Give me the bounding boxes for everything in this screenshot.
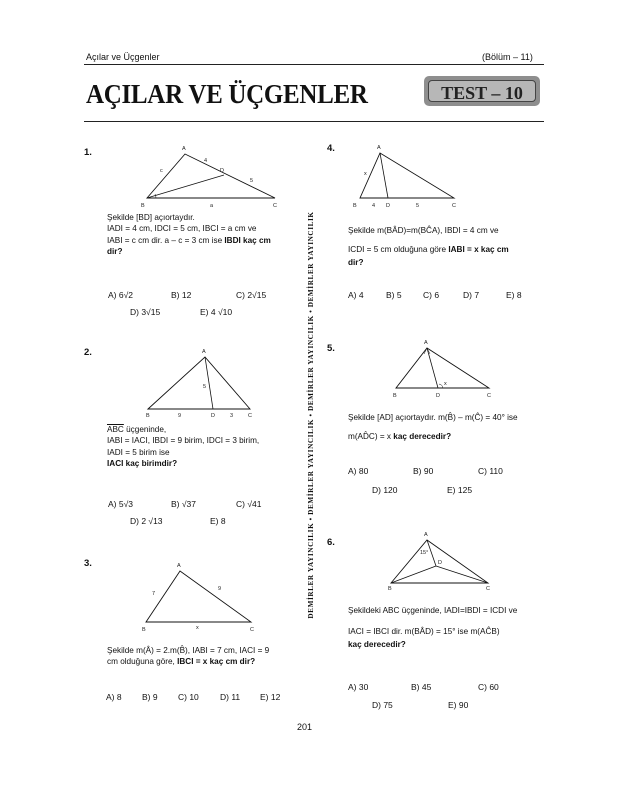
q6-label-angle: 15° xyxy=(420,550,429,556)
q5-text: Şekilde [AD] açıortaydır. m(B̂) – m(Ĉ) = 40° ise m(AD̂C) = x kaç derecedir? xyxy=(348,413,518,441)
q1-option-b[interactable]: B) 12 xyxy=(171,290,192,300)
q5-option-b[interactable]: B) 90 xyxy=(413,466,434,476)
q2-label-3: 3 xyxy=(230,413,234,419)
q5-figure xyxy=(390,340,500,405)
q4-option-c[interactable]: C) 6 xyxy=(423,290,440,300)
q6-segment-cd xyxy=(436,566,488,583)
q2-label-9: 9 xyxy=(178,413,182,419)
q6-figure xyxy=(384,530,496,590)
q1-label-side-a: a xyxy=(210,203,214,209)
page-title: AÇILAR VE ÜÇGENLER xyxy=(86,80,368,110)
q4-option-a[interactable]: A) 4 xyxy=(348,290,364,300)
q5-label-d: D xyxy=(436,393,440,399)
q5-number: 5. xyxy=(327,343,335,354)
q4-label-c: C xyxy=(452,203,456,209)
q3-option-b[interactable]: B) 9 xyxy=(142,692,158,702)
q2-text: $\overline{ABC}$ üçgeninde, IABI = IACI, IBDI = 9 birim, IDCI = 3 birim, IADI = 5 birim ise IACI kaç birimdir? xyxy=(107,425,260,468)
q2-option-d[interactable]: D) 2 √13 xyxy=(130,516,163,526)
q4-figure xyxy=(350,143,465,213)
test-badge-label: TEST – 10 xyxy=(441,83,523,103)
q3-text: Şekilde m(Â) = 2.m(B̂), IABI = 7 cm, IACI = 9 cm olduğuna göre, IBCI = x kaç cm dir? xyxy=(107,646,270,667)
q2-triangle xyxy=(148,357,250,409)
q3-number: 3. xyxy=(84,558,92,569)
q6-label-d: D xyxy=(438,560,442,566)
q3-option-d[interactable]: D) 11 xyxy=(220,692,241,702)
q1-bisector xyxy=(147,175,224,198)
q6-option-e[interactable]: E) 90 xyxy=(448,700,469,710)
q1-option-a[interactable]: A) 6√2 xyxy=(108,290,133,300)
q4-triangle xyxy=(360,153,454,198)
q1-text: Şekilde [BD] açıortaydır. IADI = 4 cm, IDCI = 5 cm, IBCI = a cm ve IABI = c cm dir. a – c = 3 cm ise IBDI kaç cm dir? xyxy=(107,213,271,256)
q4-option-d[interactable]: D) 7 xyxy=(463,290,480,300)
q2-number: 2. xyxy=(84,347,92,358)
q3-option-a[interactable]: A) 8 xyxy=(106,692,122,702)
q3-figure xyxy=(138,560,263,640)
q6-label-a: A xyxy=(424,532,428,538)
q5-option-c[interactable]: C) 110 xyxy=(478,466,503,476)
q6-segment-ad xyxy=(427,540,436,566)
q2-option-b[interactable]: B) √37 xyxy=(171,499,196,509)
q2-label-c: C xyxy=(248,413,252,419)
q4-segment-ad xyxy=(380,153,388,198)
q2-option-c[interactable]: C) √41 xyxy=(236,499,262,509)
publisher-sidebar-text: DEMİRLER YAYINCILIK • DEMİRLER YAYINCILIK • DEMİRLER YAYINCILIK • DEMİRLER YAYINCILIK xyxy=(307,211,315,619)
q1-label-4: 4 xyxy=(204,158,208,164)
q5-label-b: B xyxy=(393,393,397,399)
q2-figure xyxy=(140,345,260,420)
q5-option-d[interactable]: D) 120 xyxy=(372,485,398,495)
q2-option-e[interactable]: E) 8 xyxy=(210,516,226,526)
q6-text: Şekildeki ABC üçgeninde, IADI=IBDI = ICDI ve IACI = IBCI dir. m(BÂD) = 15° ise m(AĈB) kaç derecedir? xyxy=(348,606,518,649)
q4-label-d: D xyxy=(386,203,390,209)
q1-option-d[interactable]: D) 3√15 xyxy=(130,307,161,317)
test-badge xyxy=(424,76,540,106)
q5-label-a: A xyxy=(424,340,428,346)
q6-option-d[interactable]: D) 75 xyxy=(372,700,393,710)
q2-label-5: 5 xyxy=(203,384,207,390)
q2-label-b: B xyxy=(146,413,150,419)
q2-label-a: A xyxy=(202,349,206,355)
q1-label-c: C xyxy=(273,203,277,209)
q4-label-5: 5 xyxy=(416,203,420,209)
q1-figure xyxy=(140,140,280,210)
page-number: 201 xyxy=(297,722,313,732)
q6-number: 6. xyxy=(327,537,335,548)
q1-label-a: A xyxy=(182,146,186,152)
q4-label-a: A xyxy=(377,145,381,151)
q3-label-a: A xyxy=(177,563,181,569)
q1-label-5: 5 xyxy=(250,178,254,184)
q3-label-x: x xyxy=(196,625,199,631)
q3-label-7: 7 xyxy=(152,591,156,597)
q5-label-c: C xyxy=(487,393,491,399)
q4-option-b[interactable]: B) 5 xyxy=(386,290,402,300)
header-part-number: (Bölüm – 11) xyxy=(482,52,533,62)
q1-label-side-c: c xyxy=(160,168,163,174)
q6-label-c: C xyxy=(486,586,490,592)
q6-label-b: B xyxy=(388,586,392,592)
q2-label-d: D xyxy=(211,413,215,419)
q3-label-c: C xyxy=(250,627,254,633)
q1-triangle xyxy=(147,154,275,198)
q1-label-b: B xyxy=(141,203,145,209)
q4-label-4: 4 xyxy=(372,203,376,209)
q4-label-x: x xyxy=(364,171,367,177)
q5-label-x: x xyxy=(444,381,447,387)
q2-option-a[interactable]: A) 5√3 xyxy=(108,499,133,509)
q3-option-c[interactable]: C) 10 xyxy=(178,692,199,702)
q3-option-e[interactable]: E) 12 xyxy=(260,692,281,702)
q3-triangle xyxy=(146,571,251,622)
q6-option-b[interactable]: B) 45 xyxy=(411,682,432,692)
q4-label-b: B xyxy=(353,203,357,209)
q6-option-c[interactable]: C) 60 xyxy=(478,682,499,692)
q4-option-e[interactable]: E) 8 xyxy=(506,290,522,300)
q4-number: 4. xyxy=(327,143,335,154)
title-rule xyxy=(84,121,544,122)
q3-label-9: 9 xyxy=(218,586,222,592)
q5-option-a[interactable]: A) 80 xyxy=(348,466,369,476)
q4-text: Şekilde m(BÂD)=m(BĈA), IBDI = 4 cm ve ICDI = 5 cm olduğuna göre IABI = x kaç cm dir? xyxy=(348,226,509,267)
q1-number: 1. xyxy=(84,147,92,158)
header-rule xyxy=(84,64,544,65)
q5-triangle xyxy=(396,348,489,388)
q6-option-a[interactable]: A) 30 xyxy=(348,682,369,692)
q1-option-e[interactable]: E) 4 √10 xyxy=(200,307,233,317)
q1-option-c[interactable]: C) 2√15 xyxy=(236,290,267,300)
q5-option-e[interactable]: E) 125 xyxy=(447,485,473,495)
q3-label-b: B xyxy=(142,627,146,633)
header-section-title: Açılar ve Üçgenler xyxy=(86,52,160,62)
q1-label-d: D xyxy=(220,168,224,174)
